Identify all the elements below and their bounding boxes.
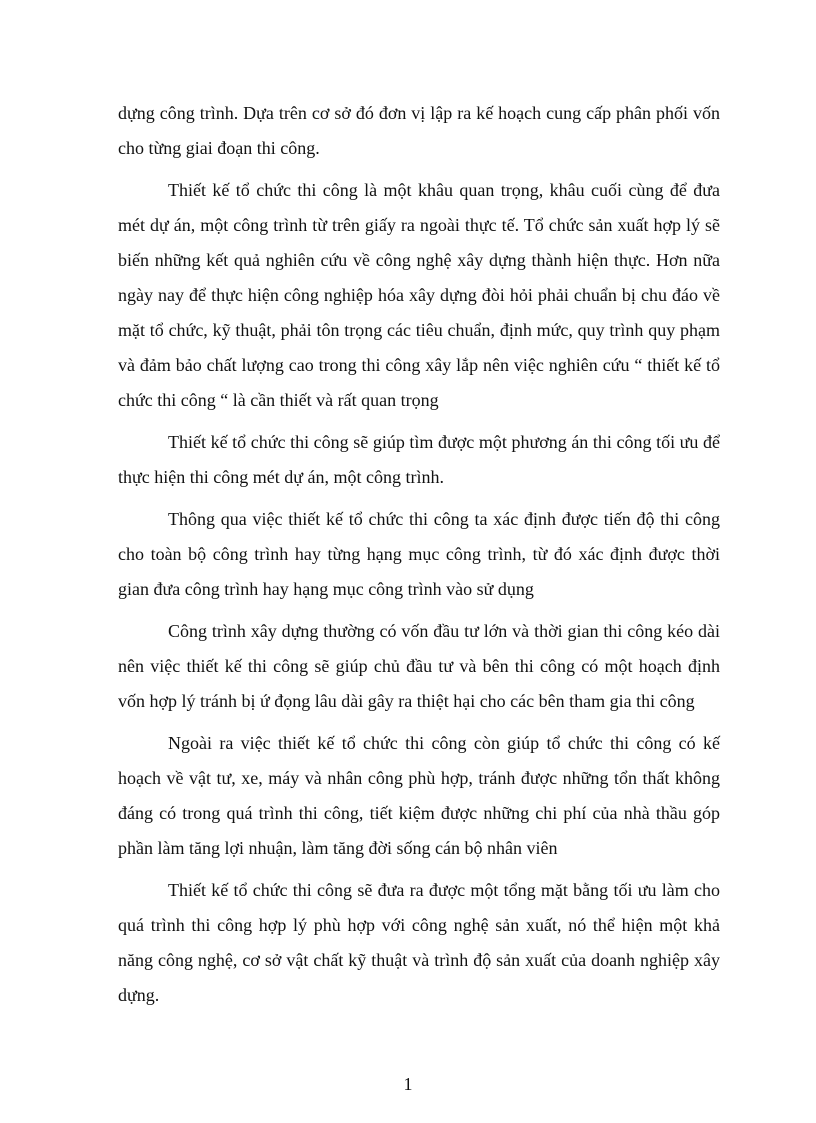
paragraph-schedule: Thông qua việc thiết kế tổ chức thi công ta xác định được tiến độ thi công cho toàn bộ công trình hay từng hạng mục công trình, từ đó xác định được thời gian đưa công trình hay hạng mục công trình vào sử dụng <box>118 509 720 599</box>
paragraph-resources: Ngoài ra việc thiết kế tổ chức thi công còn giúp tổ chức thi công có kế hoạch về vật tư, xe, máy và nhân công phù hợp, tránh được những tổn thất không đáng có trong quá trình thi công, tiết kiệm được những chi phí của nhà thầu góp phần làm tăng lợi nhuận, làm tăng đời sống cán bộ nhân viên <box>118 733 720 858</box>
paragraph-site-layout: Thiết kế tổ chức thi công sẽ đưa ra được một tổng mặt bằng tối ưu làm cho quá trình thi công hợp lý phù hợp với công nghệ sản xuất, nó thể hiện một khả năng công nghệ, cơ sở vật chất kỹ thuật và trình độ sản xuất của doanh nghiệp xây dựng. <box>118 880 720 1005</box>
page-number: 1 <box>403 1074 413 1094</box>
paragraph-optimal-plan: Thiết kế tổ chức thi công sẽ giúp tìm được một phương án thi công tối ưu để thực hiện thi công mét dự án, một công trình. <box>118 432 720 487</box>
paragraph-capital: Công trình xây dựng thường có vốn đầu tư lớn và thời gian thi công kéo dài nên việc thiết kế thi công sẽ giúp chủ đầu tư và bên thi công có một hoạch định vốn hợp lý tránh bị ứ đọng lâu dài gây ra thiệt hại cho các bên tham gia thi công <box>118 621 720 711</box>
document-body <box>118 96 720 1020</box>
paragraph-continued: dựng công trình. Dựa trên cơ sở đó đơn vị lập ra kế hoạch cung cấp phân phối vốn cho từng giai đoạn thi công. <box>118 103 720 158</box>
paragraph-importance: Thiết kế tổ chức thi công là một khâu quan trọng, khâu cuối cùng để đưa mét dự án, một công trình từ trên giấy ra ngoài thực tế. Tổ chức sản xuất hợp lý sẽ biến những kết quả nghiên cứu về công nghệ xây dựng thành hiện thực. Hơn nữa ngày nay để thực hiện công nghiệp hóa xây dựng đòi hỏi phải chuẩn bị chu đáo về mặt tổ chức, kỹ thuật, phải tôn trọng các tiêu chuẩn, định mức, quy trình quy phạm và đảm bảo chất lượng cao trong thi công xây lắp nên việc nghiên cứu “ thiết kế tổ chức thi công “ là cần thiết và rất quan trọng <box>118 180 720 410</box>
